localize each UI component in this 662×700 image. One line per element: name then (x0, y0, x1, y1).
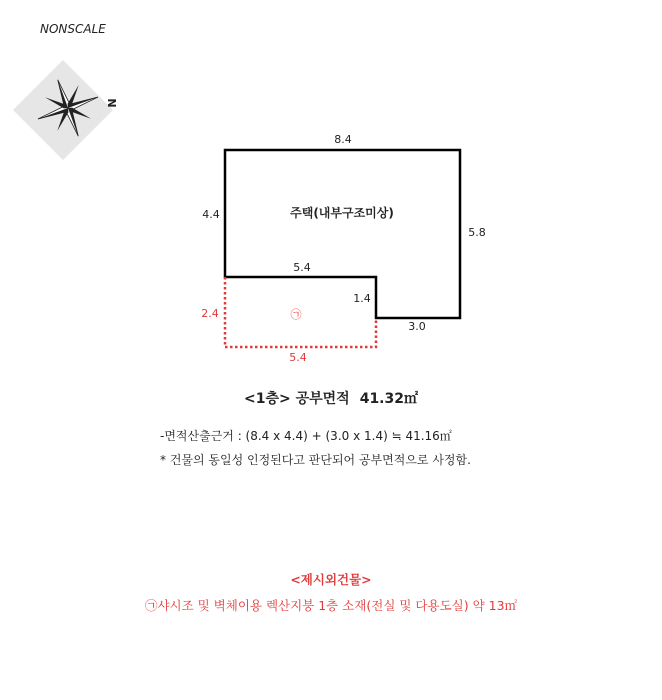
floor-label: <1층> (243, 391, 291, 407)
annex-dim-left: 2.4 (201, 307, 219, 320)
dim-bottom: 3.0 (408, 320, 426, 333)
dim-right: 5.8 (468, 226, 486, 239)
assessment-note: * 건물의 동일성 인정된다고 판단되어 공부면적으로 사정함. (160, 453, 471, 467)
floor-area-summary (0, 388, 662, 408)
dim-inner-step: 1.4 (353, 292, 371, 305)
area-calculation: -면적산출근거 : (8.4 x 4.4) + (3.0 x 1.4) ≒ 41.16㎡ (160, 429, 452, 443)
dim-top: 8.4 (334, 133, 352, 146)
compass-north-label: N (105, 98, 118, 108)
area-value: 41.32㎡ (359, 391, 418, 407)
dim-inner-top: 5.4 (293, 261, 311, 274)
annex-symbol: ㉠ (290, 308, 302, 321)
scale-note: NONSCALE (40, 22, 106, 36)
annex-dim-bottom: 5.4 (289, 351, 307, 364)
dim-left: 4.4 (202, 208, 220, 221)
area-label: 공부면적 (295, 391, 350, 407)
main-building-outline (225, 150, 460, 318)
room-label: 주택(내부구조미상) (290, 206, 394, 220)
excluded-building-title: <제시외건물> (290, 572, 372, 587)
excluded-building-detail: ㉠샤시조 및 벽체이용 렉산지붕 1층 소재(전실 및 다용도실) 약 13㎡ (144, 598, 518, 613)
